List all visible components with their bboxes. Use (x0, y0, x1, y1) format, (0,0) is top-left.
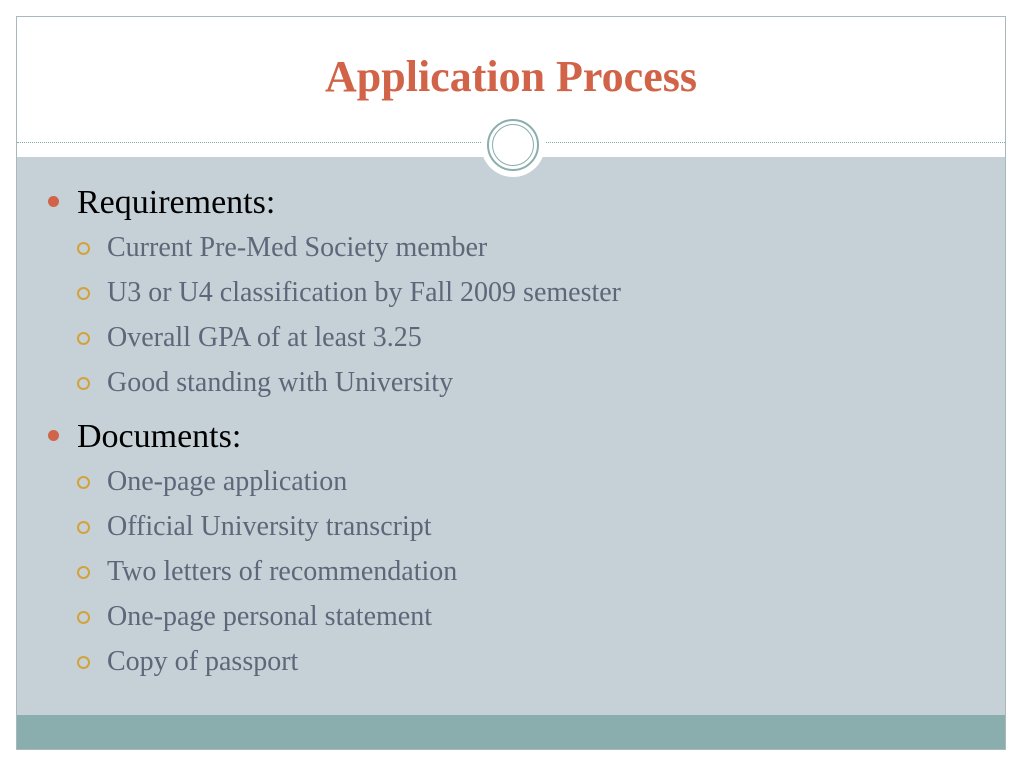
section-heading-text: Requirements: (77, 184, 276, 221)
list-item-text: Two letters of recommendation (107, 556, 458, 587)
list-item (17, 549, 1005, 594)
list-item-text: One-page application (107, 466, 348, 497)
ring-bullet-icon (77, 242, 90, 255)
ring-bullet-icon (77, 656, 90, 669)
ring-bullet-icon (77, 521, 90, 534)
section-documents (17, 415, 1005, 684)
list-item (17, 594, 1005, 639)
section-heading (17, 181, 1005, 225)
list-item-text: Overall GPA of at least 3.25 (107, 322, 422, 353)
list-item (17, 315, 1005, 360)
ring-bullet-icon (77, 611, 90, 624)
list-item (17, 225, 1005, 270)
filled-circle-bullet-icon (48, 430, 59, 441)
ring-bullet-icon (77, 332, 90, 345)
section-heading-text: Documents: (77, 418, 242, 455)
list-item-text: Good standing with University (107, 367, 454, 398)
footer-band (17, 715, 1005, 750)
ring-bullet-icon (77, 476, 90, 489)
requirements-list (17, 225, 1005, 405)
list-item (17, 459, 1005, 504)
list-item (17, 270, 1005, 315)
list-item-text: U3 or U4 classification by Fall 2009 semester (107, 277, 622, 308)
list-item (17, 639, 1005, 684)
list-item (17, 360, 1005, 405)
list-item-text: Official University transcript (107, 511, 432, 542)
list-item-text: Current Pre-Med Society member (107, 232, 488, 263)
bullet-list (17, 181, 1005, 684)
list-item (17, 504, 1005, 549)
section-heading (17, 415, 1005, 459)
documents-list (17, 459, 1005, 684)
double-ring-ornament-icon (481, 113, 545, 177)
filled-circle-bullet-icon (48, 196, 59, 207)
slide (16, 16, 1006, 750)
section-requirements (17, 181, 1005, 405)
ring-bullet-icon (77, 566, 90, 579)
list-item-text: Copy of passport (107, 646, 299, 677)
ring-bullet-icon (77, 377, 90, 390)
ring-bullet-icon (77, 287, 90, 300)
slide-title: Application Process (325, 52, 697, 101)
list-item-text: One-page personal statement (107, 601, 432, 632)
